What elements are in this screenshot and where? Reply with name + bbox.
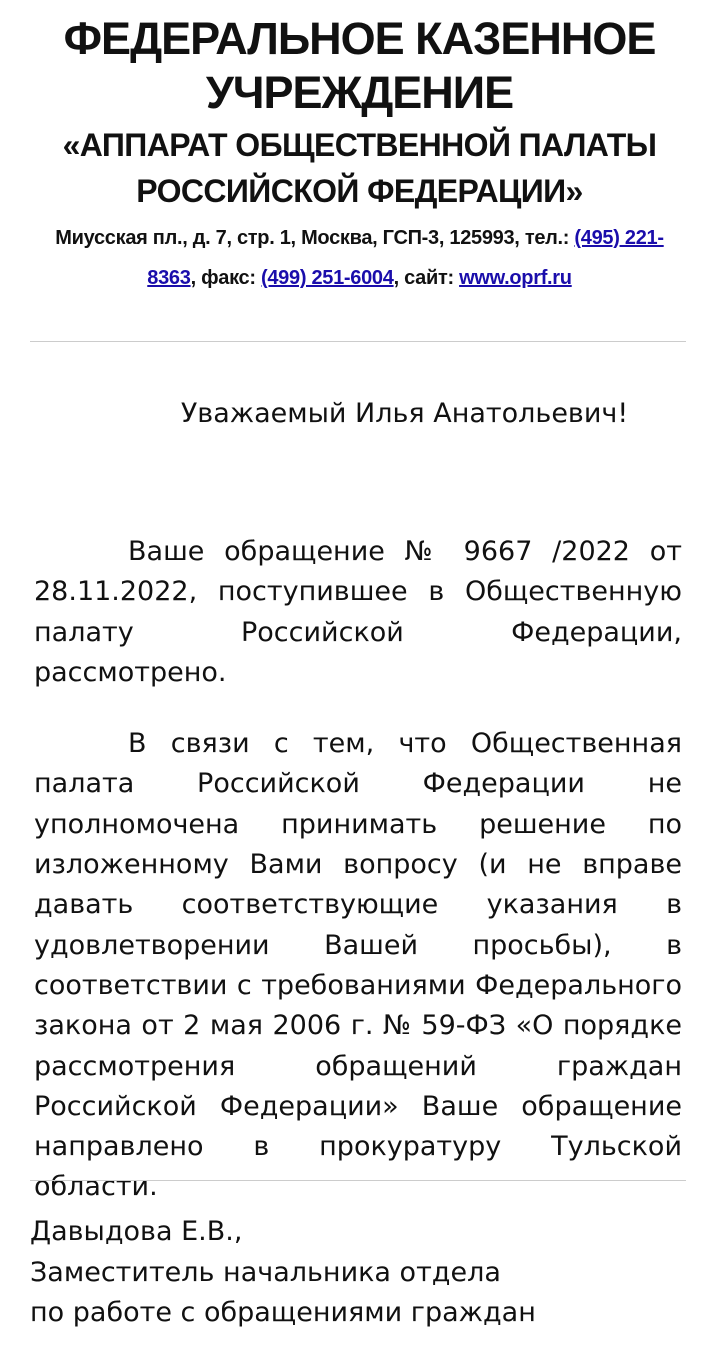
- signature-block: [30, 1212, 536, 1334]
- signatory-position-line-1: Заместитель начальника отдела: [30, 1256, 501, 1288]
- bottom-divider: [30, 1180, 686, 1181]
- fax-label: , факс:: [190, 267, 261, 289]
- phone-link[interactable]: (495) 221-8363: [147, 227, 664, 289]
- letter-body: [34, 532, 682, 1239]
- letterhead: [0, 0, 719, 298]
- paragraph-appeal-reviewed: Ваше обращение № 9667 /2022 от 28.11.2022, поступившее в Общественную палату Российской Федерации, рассмотрено.: [34, 536, 682, 688]
- signatory-position-line-2: по работе с обращениями граждан: [30, 1297, 536, 1328]
- site-label: , сайт:: [393, 267, 460, 289]
- organization-subtitle: «АППАРАТ ОБЩЕСТВЕННОЙ ПАЛАТЫ РОССИЙСКОЙ ФЕДЕРАЦИИ»: [62, 127, 657, 209]
- top-divider: [30, 341, 686, 342]
- greeting: Уважаемый Илья Анатольевич!: [180, 398, 629, 429]
- address-text: Миусская пл., д. 7, стр. 1, Москва, ГСП-3, 125993, тел.:: [55, 227, 575, 249]
- paragraph-appeal-forwarded: В связи с тем, что Общественная палата Российской Федерации не уполномочена принимать решение по изложенному Вами вопросу (и не вправе давать соответствующие указания в удовлетворении Вашей просьбы), в соответствии с требованиями Федерального закона от 2 мая 2006 г. № 59-ФЗ «О порядке рассмотрения обращений граждан Российской Федерации» Ваше обращение направлено в прокуратуру Тульской области.: [34, 728, 682, 1203]
- contact-info: [40, 218, 679, 298]
- organization-title: ФЕДЕРАЛЬНОЕ КАЗЕННОЕ УЧРЕЖДЕНИЕ: [63, 13, 656, 118]
- fax-link[interactable]: (499) 251-6004: [261, 267, 394, 289]
- website-link[interactable]: www.oprf.ru: [459, 267, 572, 289]
- signatory-name: Давыдова Е.В.,: [30, 1216, 243, 1247]
